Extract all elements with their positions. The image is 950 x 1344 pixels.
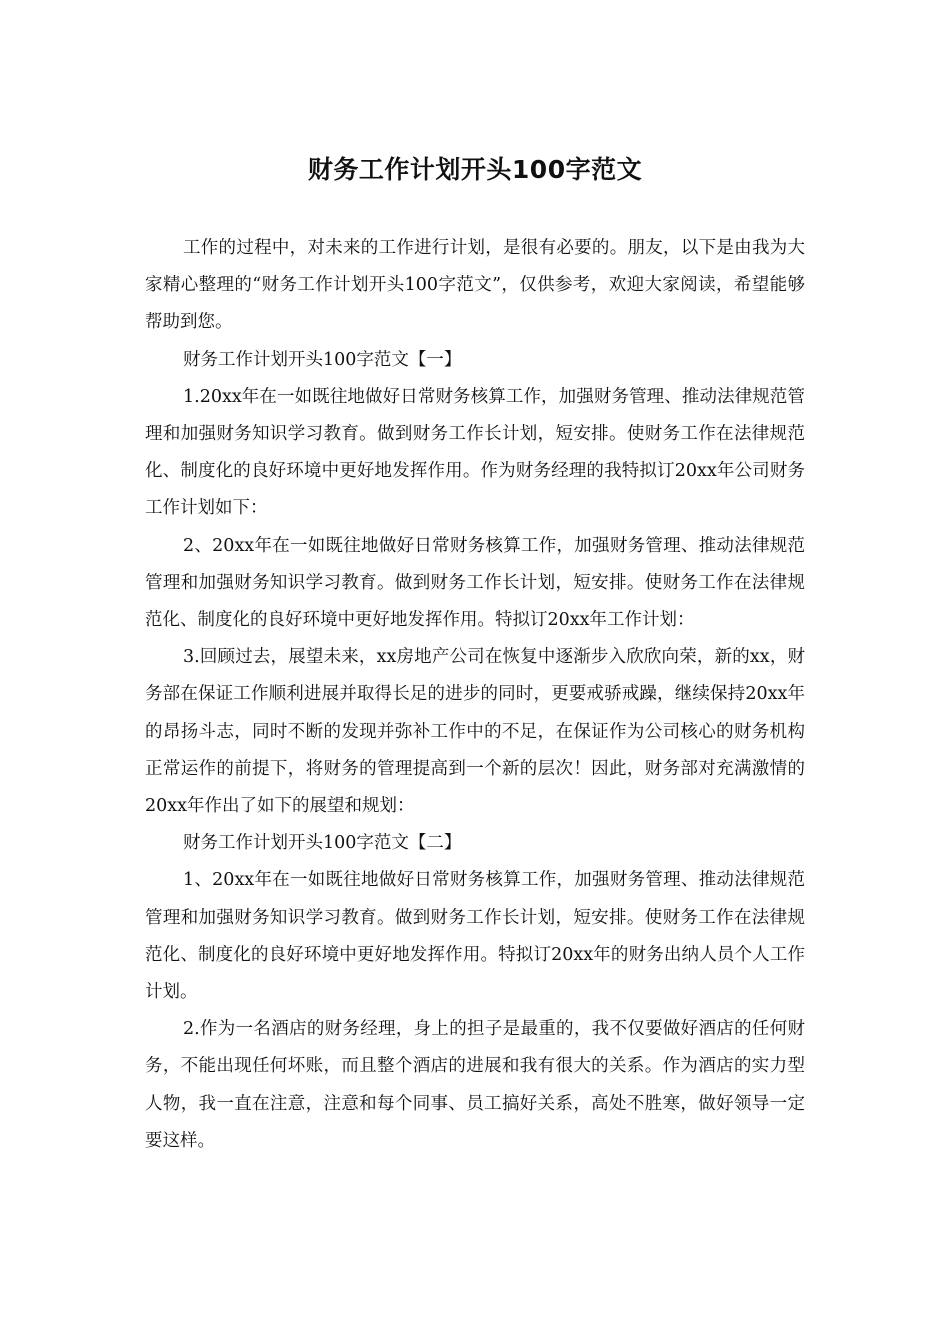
paragraph: 2、20xx年在一如既往地做好日常财务核算工作，加强财务管理、推动法律规范管理和加强财务知识学习教育。做到财务工作长计划，短安排。使财务工作在法律规范化、制度化的良好环境中更好地发挥作用。特拟订20xx年工作计划：	[145, 535, 805, 631]
paragraph: 3.回顾过去，展望未来，xx房地产公司在恢复中逐渐步入欣欣向荣，新的xx，财务部在保证工作顺利进展并取得长足的进步的同时，更要戒骄戒躁，继续保持20xx年的昂扬斗志，同时不断的发现并弥补工作中的不足，在保证作为公司核心的财务机构正常运作的前提下，将财务的管理提高到一个新的层次！因此，财务部对充满激情的20xx年作出了如下的展望和规划：	[145, 647, 805, 817]
paragraph: 1、20xx年在一如既往地做好日常财务核算工作，加强财务管理、推动法律规范管理和加强财务知识学习教育。做到财务工作长计划，短安排。使财务工作在法律规范化、制度化的良好环境中更好地发挥作用。特拟订20xx年的财务出纳人员个人工作计划。	[145, 870, 805, 1003]
section-heading-1: 财务工作计划开头100字范文【一】	[183, 349, 462, 370]
document-body	[145, 230, 805, 1160]
section-heading-2: 财务工作计划开头100字范文【二】	[183, 833, 462, 854]
paragraph: 1.20xx年在一如既往地做好日常财务核算工作，加强财务管理、推动法律规范管理和加强财务知识学习教育。做到财务工作长计划，短安排。使财务工作在法律规范化、制度化的良好环境中更好地发挥作用。作为财务经理的我特拟订20xx年公司财务工作计划如下：	[145, 386, 805, 519]
paragraph: 2.作为一名酒店的财务经理，身上的担子是最重的，我不仅要做好酒店的任何财务，不能出现任何坏账，而且整个酒店的进展和我有很大的关系。作为酒店的实力型人物，我一直在注意，注意和每个同事、员工搞好关系，高处不胜寒，做好领导一定要这样。	[145, 1019, 805, 1151]
document-title: 财务工作计划开头100字范文	[307, 155, 643, 184]
paragraph-intro: 工作的过程中，对未来的工作进行计划，是很有必要的。朋友，以下是由我为大家精心整理的“财务工作计划开头100字范文”，仅供参考，欢迎大家阅读，希望能够帮助到您。	[145, 238, 805, 333]
